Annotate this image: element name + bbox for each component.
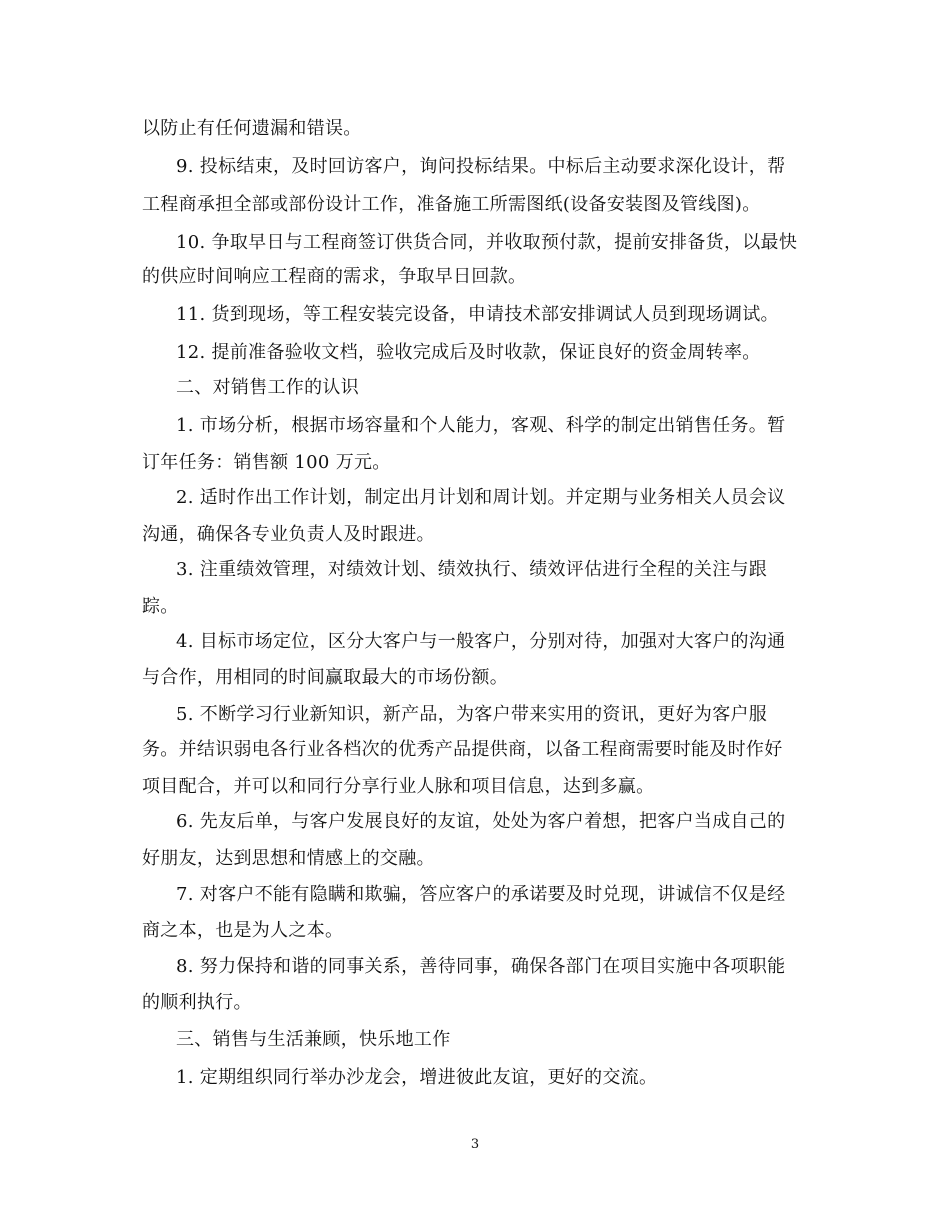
list-item-line: 2. 适时作出工作计划，制定出月计划和周计划。并定期与业务相关人员会议 (176, 487, 786, 508)
list-item-line: 6. 先友后单，与客户发展良好的友谊，处处为客户着想，把客户当成自己的 (176, 811, 786, 832)
list-item-line: 12. 提前准备验收文档，验收完成后及时收款，保证良好的资金周转率。 (176, 342, 761, 363)
page-number: 3 (470, 1137, 480, 1152)
text-line: 务。并结识弱电各行业各档次的优秀产品提供商，以备工程商需要时能及时作好 (142, 739, 783, 760)
list-item-line: 1. 定期组织同行举办沙龙会，增进彼此友谊，更好的交流。 (176, 1067, 658, 1088)
text-line: 好朋友，达到思想和情感上的交融。 (142, 848, 435, 869)
text-line: 工程商承担全部或部份设计工作，准备施工所需图纸(设备安装图及管线图)。 (142, 194, 761, 215)
list-item-line: 9. 投标结束，及时回访客户，询问投标结果。中标后主动要求深化设计，帮 (176, 156, 786, 177)
text-line: 项目配合，并可以和同行分享行业人脉和项目信息，达到多赢。 (142, 776, 655, 797)
list-item-line: 3. 注重绩效管理，对绩效计划、绩效执行、绩效评估进行全程的关注与跟 (176, 559, 768, 580)
text-line: 与合作，用相同的时间赢取最大的市场份额。 (142, 667, 508, 688)
list-item-line: 4. 目标市场定位，区分大客户与一般客户，分别对待，加强对大客户的沟通 (176, 631, 786, 652)
section-heading: 二、对销售工作的认识 (176, 377, 359, 398)
text-line: 的顺利执行。 (142, 992, 252, 1013)
list-item-line: 10. 争取早日与工程商签订供货合同，并收取预付款，提前安排备货，以最快 (176, 232, 798, 253)
list-item-line: 7. 对客户不能有隐瞒和欺骗，答应客户的承诺要及时兑现，讲诚信不仅是经 (176, 884, 786, 905)
text-line: 订年任务：销售额 100 万元。 (142, 452, 391, 473)
list-item-line: 5. 不断学习行业新知识，新产品，为客户带来实用的资讯，更好为客户服 (176, 704, 768, 725)
list-item-line: 8. 努力保持和谐的同事关系，善待同事，确保各部门在项目实施中各项职能 (176, 956, 786, 977)
list-item-line: 1. 市场分析，根据市场容量和个人能力，客观、科学的制定出销售任务。暂 (176, 415, 786, 436)
list-item-line: 11. 货到现场，等工程安装完设备，申请技术部安排调试人员到现场调试。 (176, 304, 779, 325)
text-line: 以防止有任何遗漏和错误。 (142, 118, 362, 139)
text-line: 商之本，也是为人之本。 (142, 920, 344, 941)
text-line: 的供应时间响应工程商的需求，争取早日回款。 (142, 266, 527, 287)
text-line: 沟通，确保各专业负责人及时跟进。 (142, 524, 435, 545)
section-heading: 三、销售与生活兼顾，快乐地工作 (176, 1029, 451, 1050)
text-line: 踪。 (142, 596, 179, 617)
